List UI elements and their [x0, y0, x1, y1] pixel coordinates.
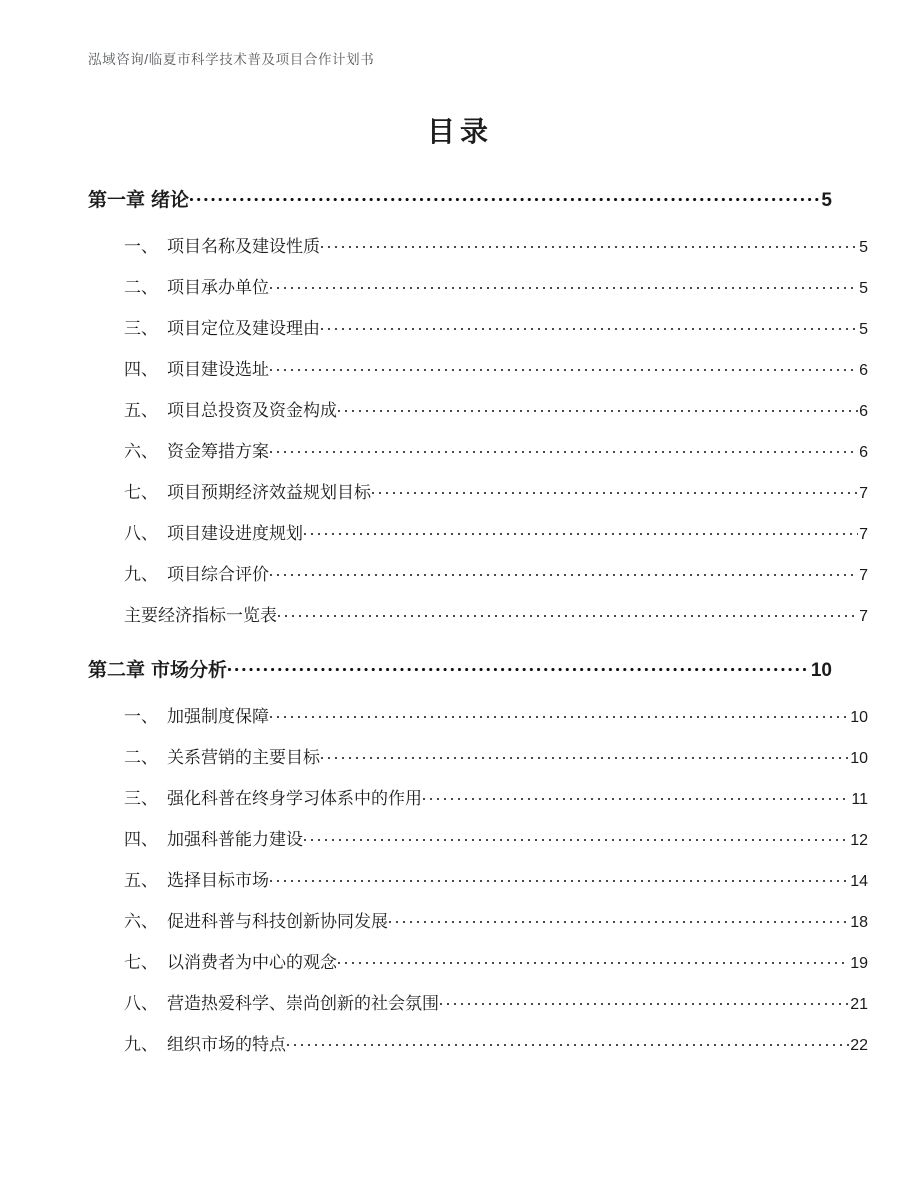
- toc-entry-marker: 二、: [124, 748, 158, 767]
- toc-entry-label: 项目承办单位: [167, 278, 269, 297]
- toc-entry-marker: 九、: [124, 565, 158, 584]
- toc-entry-marker: 六、: [124, 912, 158, 931]
- toc-section-entry[interactable]: [88, 696, 868, 737]
- toc-page-number: 10: [850, 709, 868, 726]
- toc-section-entry[interactable]: [88, 860, 868, 901]
- toc-page-number: 6: [859, 362, 868, 379]
- toc-entry-marker: 一、: [124, 237, 158, 256]
- toc-entry-marker: 三、: [124, 319, 158, 338]
- toc-entry-label: 项目综合评价: [167, 565, 269, 584]
- toc-page-number: 10: [810, 660, 832, 681]
- toc-page-number: 11: [851, 791, 868, 808]
- toc-entry-label: 项目定位及建设理由: [167, 319, 320, 338]
- dot-leader: [389, 910, 849, 927]
- dot-leader: [338, 951, 849, 968]
- toc-section-entry[interactable]: [88, 267, 868, 308]
- toc-section-entry[interactable]: [88, 349, 868, 390]
- toc-entry-label: 绪论: [151, 190, 190, 211]
- dot-leader: [270, 440, 858, 457]
- toc-chapter-entry[interactable]: [88, 182, 832, 220]
- toc-page-number: 18: [850, 914, 868, 931]
- toc-entry-marker: 第二章: [88, 660, 146, 681]
- toc-entry-label: 市场分析: [151, 660, 228, 681]
- dot-leader: [321, 746, 849, 763]
- toc-section-entry[interactable]: [88, 472, 868, 513]
- toc-entry-label: 加强制度保障: [167, 707, 269, 726]
- dot-leader: [278, 604, 858, 621]
- toc-entry-label: 项目预期经济效益规划目标: [167, 483, 371, 502]
- toc-entry-marker: 七、: [124, 483, 158, 502]
- toc-entry-marker: 八、: [124, 524, 158, 543]
- toc-entry-label: 加强科普能力建设: [167, 830, 303, 849]
- dot-leader: [270, 869, 849, 886]
- toc-section-entry[interactable]: [88, 513, 868, 554]
- dot-leader: [190, 187, 820, 206]
- toc-section-entry[interactable]: [88, 778, 868, 819]
- toc-entry-label: 关系营销的主要目标: [167, 748, 320, 767]
- toc-section-entry[interactable]: [88, 983, 868, 1024]
- dot-leader: [287, 1033, 849, 1050]
- toc-page-number: 7: [859, 526, 868, 543]
- toc-section-entry[interactable]: [88, 737, 868, 778]
- toc-entry-label: 促进科普与科技创新协同发展: [167, 912, 388, 931]
- toc-entry-label: 以消费者为中心的观念: [167, 953, 337, 972]
- dot-leader: [228, 657, 810, 676]
- toc-section-entry[interactable]: [88, 226, 868, 267]
- toc-page-number: 21: [850, 996, 868, 1013]
- dot-leader: [304, 522, 858, 539]
- toc-page-number: 7: [859, 608, 868, 625]
- toc-page-number: 22: [850, 1037, 868, 1054]
- toc-chapter-entry[interactable]: [88, 652, 832, 690]
- toc-page-number: 19: [850, 955, 868, 972]
- dot-leader: [270, 563, 858, 580]
- toc-section-entry[interactable]: [88, 819, 868, 860]
- toc-entry-marker: 一、: [124, 707, 158, 726]
- toc-entry-label: 选择目标市场: [167, 871, 269, 890]
- running-header: 泓域咨询/临夏市科学技术普及项目合作计划书: [88, 52, 375, 67]
- toc-section-entry[interactable]: [88, 390, 868, 431]
- toc-entry-label: 项目名称及建设性质: [167, 237, 320, 256]
- toc-entry-marker: 第一章: [88, 190, 146, 211]
- dot-leader: [423, 787, 850, 804]
- toc-entry-marker: 四、: [124, 830, 158, 849]
- toc-page-number: 5: [821, 190, 832, 211]
- toc-entry-marker: 二、: [124, 278, 158, 297]
- toc-section-entry[interactable]: [88, 431, 868, 472]
- toc-entry-marker: 四、: [124, 360, 158, 379]
- toc-section-entry[interactable]: [88, 901, 868, 942]
- toc-entry-marker: 三、: [124, 789, 158, 808]
- toc-section-entry[interactable]: [88, 595, 868, 636]
- table-of-contents: [88, 182, 868, 1065]
- toc-entry-marker: 六、: [124, 442, 158, 461]
- toc-section-entry[interactable]: [88, 308, 868, 349]
- dot-leader: [270, 705, 849, 722]
- dot-leader: [304, 828, 849, 845]
- dot-leader: [372, 481, 858, 498]
- toc-entry-marker: 七、: [124, 953, 158, 972]
- toc-page-number: 6: [859, 403, 868, 420]
- toc-entry-marker: 九、: [124, 1035, 158, 1054]
- toc-entry-label: 强化科普在终身学习体系中的作用: [167, 789, 422, 808]
- toc-entry-label: 项目建设选址: [167, 360, 269, 379]
- page-title: 目录: [426, 116, 493, 147]
- dot-leader: [270, 276, 858, 293]
- dot-leader: [270, 358, 858, 375]
- toc-entry-marker: 五、: [124, 401, 158, 420]
- toc-entry-label: 营造热爱科学、崇尚创新的社会氛围: [167, 994, 439, 1013]
- toc-page-number: 5: [859, 321, 868, 338]
- toc-page-number: 5: [859, 239, 868, 256]
- toc-page-number: 7: [859, 567, 868, 584]
- dot-leader: [321, 317, 858, 334]
- toc-entry-label: 组织市场的特点: [167, 1035, 286, 1054]
- toc-page-number: 14: [850, 873, 868, 890]
- toc-page-number: 10: [850, 750, 868, 767]
- toc-page-number: 7: [859, 485, 868, 502]
- toc-entry-label: 主要经济指标一览表: [124, 606, 277, 625]
- dot-leader: [321, 235, 858, 252]
- toc-page-number: 12: [850, 832, 868, 849]
- toc-entry-marker: 八、: [124, 994, 158, 1013]
- toc-entry-label: 项目建设进度规划: [167, 524, 303, 543]
- toc-page-number: 6: [859, 444, 868, 461]
- toc-section-entry[interactable]: [88, 554, 868, 595]
- toc-section-entry[interactable]: [88, 1024, 868, 1065]
- toc-entry-marker: 五、: [124, 871, 158, 890]
- dot-leader: [440, 992, 849, 1009]
- toc-entry-label: 项目总投资及资金构成: [167, 401, 337, 420]
- toc-section-entry[interactable]: [88, 942, 868, 983]
- toc-entry-label: 资金筹措方案: [167, 442, 269, 461]
- dot-leader: [338, 399, 858, 416]
- toc-page-number: 5: [859, 280, 868, 297]
